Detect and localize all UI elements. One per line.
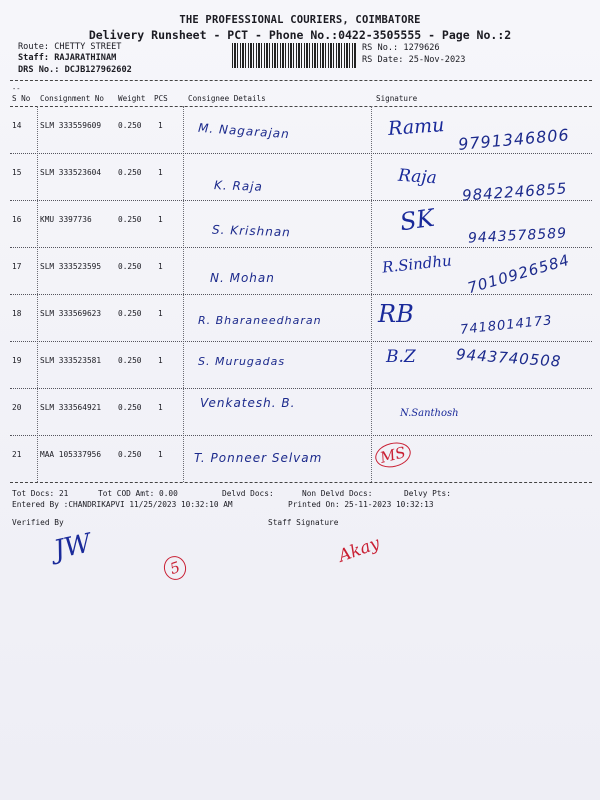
entered-by: Entered By :CHANDRIKAPVI 11/25/2023 10:32:10 AM [12, 500, 233, 509]
row-pcs: 1 [158, 262, 163, 271]
col-header-weight: Weight [118, 94, 146, 103]
row-pcs: 1 [158, 356, 163, 365]
consignee-phone: 7010926584 [465, 250, 572, 298]
row-consignment: SLM 333523604 [40, 168, 102, 177]
dash-mark: -- [12, 85, 21, 93]
verified-signature: JW [51, 528, 94, 566]
consignee-phone: 9842246855 [461, 179, 568, 205]
consignee-signature: RB [378, 300, 414, 328]
consignee-name: N. Mohan [210, 271, 275, 285]
staff-signature-label: Staff Signature [268, 518, 339, 527]
row-divider [10, 341, 592, 342]
consignee-name: K. Raja [213, 178, 264, 194]
row-sno: 14 [12, 121, 22, 130]
consignee-name: R. Bharaneedharan [198, 314, 322, 327]
row-consignment: SLM 333523595 [40, 262, 102, 271]
printed-on: Printed On: 25-11-2023 10:32:13 [288, 500, 434, 509]
consignee-phone: 7418014173 [459, 313, 554, 338]
row-consignment: SLM 333569623 [40, 309, 102, 318]
verified-by-label: Verified By [12, 518, 64, 527]
total-docs: Tot Docs: 21 [12, 489, 69, 498]
row-pcs: 1 [158, 450, 163, 459]
red-mark: 5 [161, 553, 189, 583]
consignee-signature: MS [373, 439, 413, 471]
row-pcs: 1 [158, 215, 163, 224]
rs-number: RS No.: 1279626 [362, 43, 440, 53]
consignee-name: Venkatesh. B. [200, 396, 296, 410]
row-weight: 0.250 [118, 356, 142, 365]
consignee-name: S. Murugadas [198, 355, 286, 368]
row-consignment: KMU 3397736 [40, 215, 92, 224]
row-weight: 0.250 [118, 262, 142, 271]
row-consignment: SLM 333523581 [40, 356, 102, 365]
row-weight: 0.250 [118, 168, 142, 177]
consignee-name: M. Nagarajan [197, 120, 291, 142]
row-weight: 0.250 [118, 403, 142, 412]
row-weight: 0.250 [118, 121, 142, 130]
consignee-phone: 9443740508 [455, 345, 562, 371]
barcode [232, 43, 357, 68]
table-bottom-rule [10, 482, 592, 483]
row-sno: 20 [12, 403, 22, 412]
consignee-name: S. Krishnan [211, 222, 292, 240]
col-header-consignee: Consignee Details [188, 94, 266, 103]
col-header-pcs: PCS [154, 94, 168, 103]
row-weight: 0.250 [118, 450, 142, 459]
row-pcs: 1 [158, 309, 163, 318]
table-top-rule [10, 106, 592, 107]
runsheet-subtitle: Delivery Runsheet - PCT - Phone No.:0422-3505555 - Page No.:2 [88, 28, 512, 42]
delivered-docs: Delvd Docs: [222, 489, 274, 498]
row-consignment: MAA 105337956 [40, 450, 102, 459]
row-sno: 17 [12, 262, 22, 271]
drs-number: DRS No.: DCJB127962602 [18, 65, 132, 75]
staff-signature: Akay [335, 533, 383, 567]
row-sno: 15 [12, 168, 22, 177]
header-rule [10, 80, 592, 81]
row-divider [10, 435, 592, 436]
row-divider [10, 294, 592, 295]
row-pcs: 1 [158, 403, 163, 412]
row-divider [10, 153, 592, 154]
rs-date: RS Date: 25-Nov-2023 [362, 55, 466, 65]
row-weight: 0.250 [118, 215, 142, 224]
company-title: THE PROFESSIONAL COURIERS, COIMBATORE [179, 14, 421, 26]
delivery-points: Delvy Pts: [404, 489, 451, 498]
non-delivered-docs: Non Delvd Docs: [302, 489, 373, 498]
route-label: Route: CHETTY STREET [18, 42, 122, 52]
col-header-signature: Signature [376, 94, 418, 103]
row-sno: 16 [12, 215, 22, 224]
consignee-name: T. Ponneer Selvam [194, 451, 323, 465]
row-weight: 0.250 [118, 309, 142, 318]
consignee-signature: R.Sindhu [381, 251, 453, 277]
row-sno: 19 [12, 356, 22, 365]
row-divider [10, 388, 592, 389]
row-consignment: SLM 333564921 [40, 403, 102, 412]
consignee-signature: Raja [397, 165, 438, 189]
total-cod: Tot COD Amt: 0.00 [98, 489, 178, 498]
row-consignment: SLM 333559609 [40, 121, 102, 130]
row-sno: 21 [12, 450, 22, 459]
consignee-phone: 9791346806 [457, 125, 571, 154]
consignee-phone: 9443578589 [467, 225, 568, 247]
row-divider [10, 200, 592, 201]
row-sno: 18 [12, 309, 22, 318]
row-pcs: 1 [158, 168, 163, 177]
col-header-sno: S No [12, 94, 31, 103]
consignee-signature: B.Z [386, 347, 416, 367]
col-header-consignment: Consignment No [40, 94, 105, 103]
staff-label: Staff: RAJARATHINAM [18, 53, 117, 63]
row-pcs: 1 [158, 121, 163, 130]
consignee-signature: N.Santhosh [400, 408, 459, 419]
consignee-signature: SK [398, 203, 437, 237]
row-divider [10, 247, 592, 248]
consignee-signature: Ramu [387, 114, 446, 140]
